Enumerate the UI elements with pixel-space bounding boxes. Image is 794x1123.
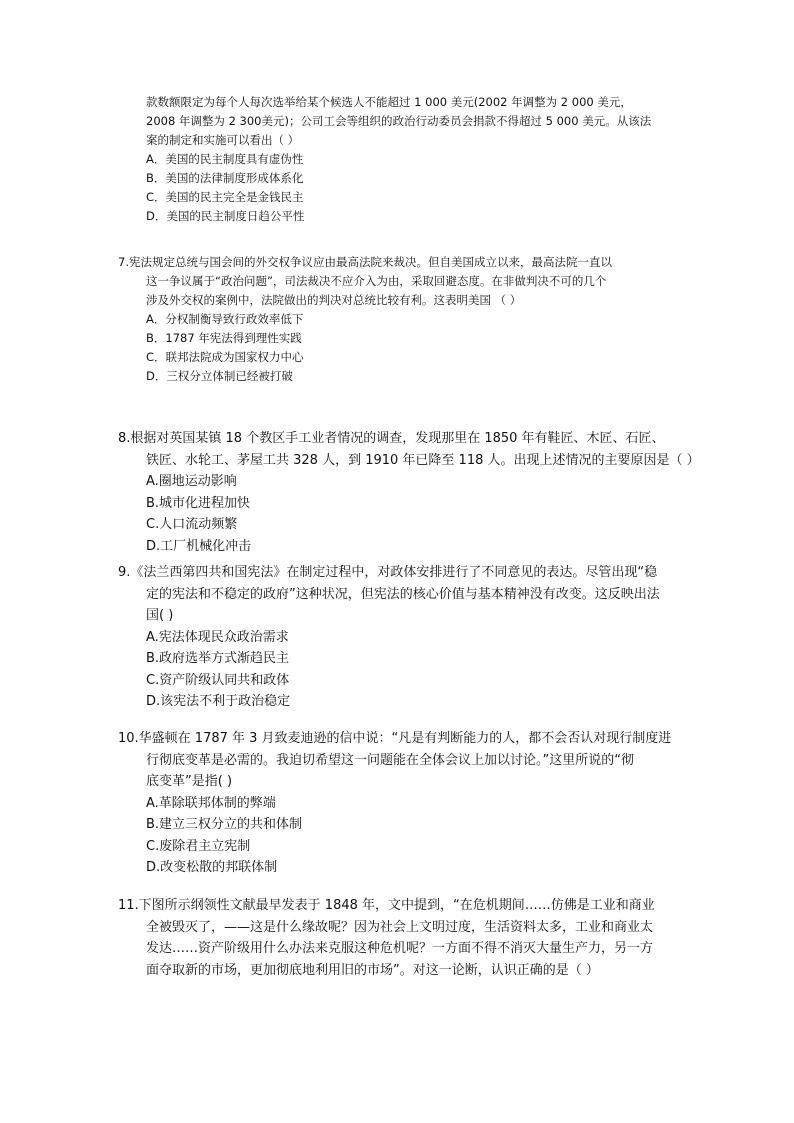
question-7 <box>118 253 678 386</box>
option-c: C.人口流动频繁 <box>146 517 238 532</box>
question-8-line: 8.根据对英国某镇 18 个教区手工业者情况的调查，发现那里在 1850 年有鞋匠、木匠、石匠、 <box>118 431 665 446</box>
option-b: B.政府选举方式渐趋民主 <box>146 651 290 666</box>
question-11-line: 面夺取新的市场，更加彻底地利用旧的市场”。对这一论断，认识正确的是（ ） <box>146 962 599 978</box>
question-9-line: 国( ) <box>146 608 174 623</box>
question-11 <box>118 895 678 981</box>
question-11-line: 全被毁灭了，——这是什么缘故呢？因为社会上文明过度，生活资料太多，工业和商业太 <box>146 919 654 935</box>
question-7-line: 这一争议属于“政治问题”，司法裁决不应介入为由，采取回避态度。在非做判决不可的几个 <box>146 274 607 288</box>
option-a: A．美国的民主制度具有虚伪性 <box>146 152 304 166</box>
option-c: C．美国的民主完全是金钱民主 <box>146 190 304 204</box>
option-c: C.资产阶级认同共和政体 <box>146 672 290 688</box>
question-10-line: 底变革”是指( ) <box>146 774 233 789</box>
option-d: D.该宪法不利于政治稳定 <box>146 694 291 709</box>
option-b: B．美国的法律制度形成体系化 <box>146 171 304 185</box>
option-a: A．分权制衡导致行政效率低下 <box>146 312 304 326</box>
question-9-line: 定的宪法和不稳定的政府”这种状况，但宪法的核心价值与基本精神没有改变。这反映出法 <box>146 586 660 602</box>
question-6-line: 2008 年调整为 2 300美元)；公司工会等组织的政治行动委员会捐款不得超过 5 000 美元。从该法 <box>146 114 652 128</box>
question-6 <box>118 93 678 226</box>
question-10-line: 10.华盛顿在 1787 年 3 月致麦迪逊的信中说：“凡是有判断能力的人，都不会否认对现行制度进 <box>118 731 672 746</box>
option-a: A.圈地运动影响 <box>146 474 237 489</box>
question-11-line: 11.下图所示纲领性文献最早发表于 1848 年，文中提到，“在危机期间……仿佛是工业和商业 <box>118 898 655 913</box>
question-7-line: 7.宪法规定总统与国会间的外交权争议应由最高法院来裁决。但自美国成立以来，最高法院一直以 <box>118 255 612 269</box>
question-11-line: 发达……资产阶级用什么办法来克服这种危机呢？一方面不得不消灭大量生产力，另一方 <box>146 941 654 956</box>
option-c: C．联邦法院成为国家权力中心 <box>146 350 304 364</box>
option-a: A.宪法体现民众政治需求 <box>146 629 289 645</box>
option-d: D．美国的民主制度日趋公平性 <box>146 209 305 223</box>
question-9-line: 9.《法兰西第四共和国宪法》在制定过程中，对政体安排进行了不同意见的表达。尽管出现“稳 <box>118 565 658 580</box>
question-10 <box>118 728 678 879</box>
option-d: D．三权分立体制已经被打破 <box>146 369 293 383</box>
question-8-line: 铁匠、水轮工、茅屋工共 328 人，到 1910 年已降至 118 人。出现上述情况的主要原因是（ ） <box>146 452 700 468</box>
option-a: A.革除联邦体制的弊端 <box>146 795 276 811</box>
option-d: D.工厂机械化冲击 <box>146 538 252 554</box>
option-b: B.建立三权分立的共和体制 <box>146 817 303 832</box>
question-8 <box>118 428 700 557</box>
question-6-line: 款数额限定为每个人每次选举给某个候选人不能超过 1 000 美元(2002 年调整为 2 000 美元， <box>146 95 632 109</box>
option-b: B．1787 年宪法得到理性实践 <box>146 331 302 345</box>
question-6-line: 案的制定和实施可以看出（ ） <box>146 133 300 147</box>
question-10-line: 行彻底变革是必需的。我迫切希望这一问题能在全体会议上加以讨论。”这里所说的“彻 <box>146 752 634 768</box>
question-7-line: 涉及外交权的案例中，法院做出的判决对总统比较有利。这表明美国 （ ） <box>146 293 522 307</box>
option-b: B.城市化进程加快 <box>146 495 251 511</box>
option-c: C.废除君主立宪制 <box>146 838 251 854</box>
option-d: D.改变松散的邦联体制 <box>146 860 278 875</box>
question-9 <box>118 562 678 713</box>
